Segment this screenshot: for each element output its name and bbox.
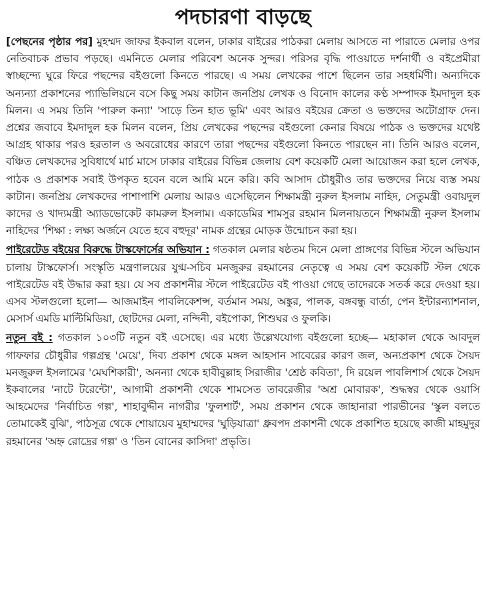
article-title: পদচারণা বাড়ছে: [174, 5, 312, 29]
new-books-heading: নতুন বই :: [6, 332, 53, 345]
paragraph-1-body: মুহম্মদ জাফর ইকবাল বলেন, ঢাকার বাইরের পাঠকরা মেলায় আসতে না পারাতে মেলার ওপর নেতিবাচক প্রভাব পড়ছে। এমনিতে মেলার পরিবেশ অনেক সুন্দর। পরিসর বৃদ্ধি পাওয়াতে দর্শনার্থী ও বইপ্রেমীরা স্বাচ্ছন্দ্যে ঘুরে ফিরে পছন্দের বইগুলো কিনতে পারছে। এ সময় লেখকের পাশে ছিলেন তার সহধর্মিণী। অন্যদিকে অন্যন্যা প্রকাশনের প্যাভিলিয়নে বসে কিছু সময় কাটান জনপ্রিয় লেখক ও বিনোদ কালের কণ্ঠ সম্পাদক ইমদাদুল হক মিলন। এ সময় তিনি 'পারুল কন্যা' 'সাড়ে তিন হাত ভূমি' এবং আরও বইয়ের ক্রেতা ও ভক্তদের অটোগ্রাফ দেন। প্রশ্নের জবাবে ইমদাদুল হক মিলন বলেন, প্রিয় লেখকের পছন্দের বইগুলো কেনার বিষয়ে পাঠক ও ভক্তদের যথেষ্ট আগ্রহ থাকার পরও হরতাল ও অবরোধের কারণে তারা পছন্দের বইগুলো কিনতে পারছেন না। তিনি আরও বলেন, বঞ্চিত লেখকদের সুবিধার্থে মার্চ মাসে ঢাকার বাইরের বিভিন্ন জেলায় বেশ কয়েকটি মেলা আয়োজন করা হলে লেখক, পাঠক ও প্রকাশক সবাই উপকৃত হবেন বলে আমি মনে করি। কবি আসাদ চৌধুরীও তার ভক্তদের নিয়ে ব্যস্ত সময় কাটান। জনপ্রিয় লেখকদের পাশাপাশি মেলায় আরও এসেছিলেন শিক্ষামন্ত্রী নুরুল ইসলাম নাহিদ, সেতুমন্ত্রী ওবায়দুল কাদের ও খাদ্যমন্ত্রী অ্যাডভোকেট কামরুল ইসলাম। একাডেমির শামসুর রহমান মিলনায়তনে শিক্ষামন্ত্রী নুরুল ইসলাম নাহিদের 'শিক্ষা : লক্ষ্য অর্জনে যেতে হবে বহুদূর' নামক গ্রন্থের মোড়ক উন্মোচন করা হয়।: [6, 36, 480, 238]
paragraph-2-body: গতকাল মেলার ষষ্ঠতম দিনে মেলা প্রাঙ্গণের বিভিন্ন স্টলে অভিযান চালায় টাস্কফোর্স। সংস্কৃতি মন্ত্রণালয়ের যুগ্ম-সচিব মনজুরুর রহমানের নেতৃত্বে এ সময় বেশ কয়েকটি স্টল থেকে পাইরেটেড বই উদ্ধার করা হয়। যে সব প্রকাশনীর স্টলে পাইরেটেড বই পাওয়া গেছে তাদেরকে সতর্ক করে দেওয়া হয়। এসব স্টলগুলো হলো— আজমাইন পাবলিকেশন্স, বর্তমান সময়, অঙ্কুর, পালক, বঙ্গবন্ধু বার্তা, পেন ইন্টারন্যাশনাল, মেসার্স এমডি মাল্টিমিডিয়া, ছোটদের মেলা, নন্দিনী, বইপোকা, শিশুঘর ও ফুলকি।: [6, 244, 480, 326]
article-paragraph-1: [6, 34, 480, 240]
article-paragraph-3: [6, 330, 480, 450]
article-paragraph-2: [6, 242, 480, 328]
pirated-books-heading: পাইরেটেড বইয়ের বিরুদ্ধে টাস্কফোর্সের অভিযান :: [6, 244, 210, 257]
continued-from-back-page-label: [পেছনের পৃষ্ঠার পর]: [6, 36, 93, 48]
paragraph-3-body: গতকাল ১০৩টি নতুন বই এসেছে। এর মধ্যে উল্লেখযোগ্য বইগুলো হচ্ছে— মহাকাল থেকে আবদুল গাফফার চৌধুরীর গল্পগ্রন্থ 'মেয়ে', দিব্য প্রকাশ থেকে মঙ্গল আহসান সাবেরের কারণ জল, অন্যপ্রকাশ থেকে সৈয়দ মনজুরুল ইসলামের 'মেঘশিকারী', অনন্যা থেকে হাবীবুল্লাহ সিরাজীর 'শ্রেষ্ঠ কবিতা', দি রয়েল পাবলিশার্স থেকে সৈয়দ ইকবালের 'নাটে টরেন্টো', আগামী প্রকাশনী থেকে শামসেত তাবরেজীর 'অশ্র মোবারক', শুদ্ধস্বর থেকে ওয়াসি আহমেদের 'নির্বাচিত গল্প', শাহাবুদ্দীন নাগরীর 'ফুলশার্ট', সময় প্রকাশন থেকে জাহানারা পারভীনের 'স্কুল বলতে তোমাকেই বুঝি', পাঠসূত্র থেকে শোয়ায়েব মুহাম্মদের 'ঘুড়িযাত্রা' ধ্রুবপদ প্রকাশনী থেকে প্রকাশিত হয়েছে কাজী মাহমুদুর রহমানের 'অহ্ন রোদ্রের গল্প' ও 'তিন বোনের কাসিদা' প্রভৃতি।: [6, 332, 480, 448]
